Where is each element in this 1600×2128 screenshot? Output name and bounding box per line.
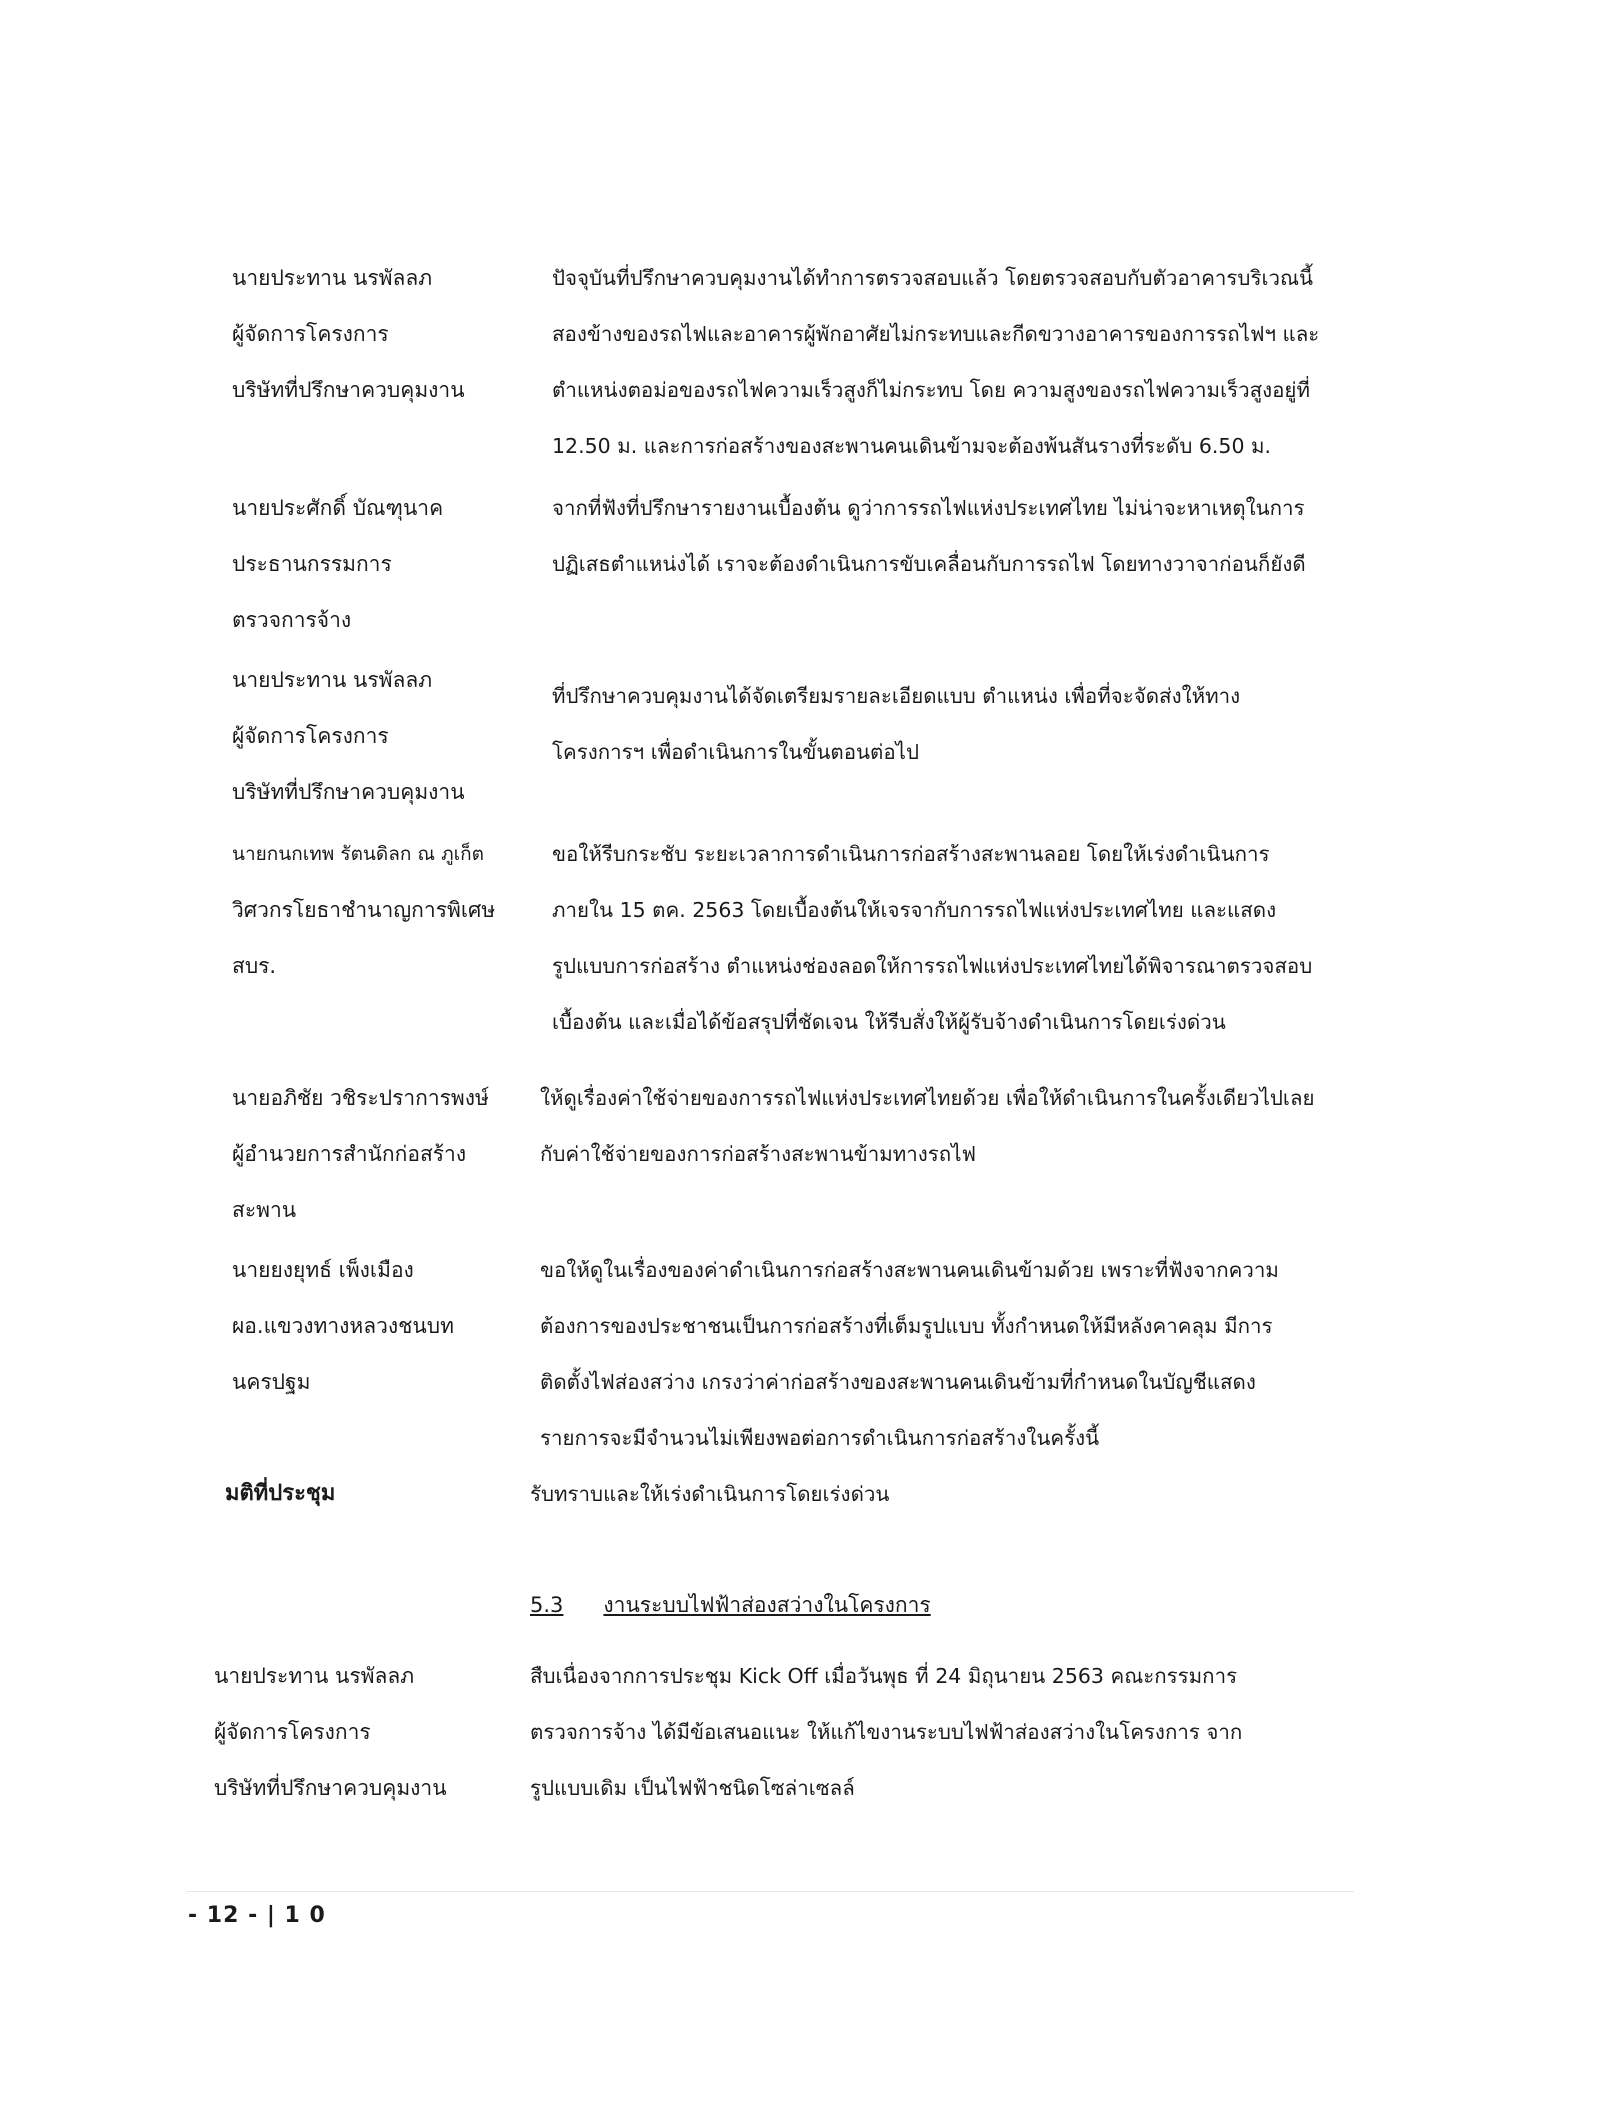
speaker-name: นายอภิชัย วชิระปราการพงษ์ [232, 1086, 489, 1110]
statement-line: ตรวจการจ้าง ได้มีข้อเสนอแนะ ให้แก้ไขงานระบบไฟฟ้าส่องสว่างในโครงการ จาก [530, 1720, 1243, 1744]
speaker-name: นายประทาน นรพัลลภ [214, 1664, 415, 1688]
speaker-position: ผอ.แขวงทางหลวงชนบท [232, 1314, 454, 1338]
section-number: 5.3 [530, 1593, 564, 1617]
statement-line: ขอให้ดูในเรื่องของค่าดำเนินการก่อสร้างสะพานคนเดินข้ามด้วย เพราะที่ฟังจากความ [540, 1258, 1279, 1282]
statement-line: โครงการฯ เพื่อดำเนินการในขั้นตอนต่อไป [552, 740, 919, 764]
speaker-statement [552, 480, 1392, 592]
speaker-organization: บริษัทที่ปรึกษาควบคุมงาน [214, 1776, 447, 1800]
speaker-name: นายยงยุทธ์ เพ็งเมือง [232, 1258, 414, 1282]
statement-line: ให้ดูเรื่องค่าใช้จ่ายของการรถไฟแห่งประเทศไทยด้วย เพื่อให้ดำเนินการในครั้งเดียวไปเลย [540, 1086, 1315, 1110]
speaker-organization: นครปฐม [232, 1370, 311, 1394]
speaker-info [232, 1070, 522, 1238]
speaker-organization: สบร. [232, 954, 277, 978]
statement-line: สองข้างของรถไฟและอาคารผู้พักอาศัยไม่กระทบและกีดขวางอาคารของการรถไฟฯ และ [552, 322, 1320, 346]
speaker-name: นายประศักดิ์ บัณฑุนาค [232, 496, 444, 520]
speaker-organization: ตรวจการจ้าง [232, 608, 352, 632]
speaker-statement [552, 826, 1392, 1050]
page-number: - 12 - | 1 0 [188, 1903, 326, 1928]
speaker-statement [530, 1648, 1370, 1816]
statement-line: เบื้องต้น และเมื่อได้ข้อสรุปที่ชัดเจน ให้รีบสั่งให้ผู้รับจ้างดำเนินการโดยเร่งด่วน [552, 1010, 1226, 1034]
section-title: งานระบบไฟฟ้าส่องสว่างในโครงการ [603, 1593, 931, 1617]
speaker-statement [540, 1242, 1380, 1466]
speaker-name: นายประทาน นรพัลลภ [232, 266, 433, 290]
speaker-position: ผู้จัดการโครงการ [214, 1720, 371, 1744]
resolution-text: รับทราบและให้เร่งดำเนินการโดยเร่งด่วน [530, 1482, 890, 1506]
statement-line: ต้องการของประชาชนเป็นการก่อสร้างที่เต็มรูปแบบ ทั้งกำหนดให้มีหลังคาคลุม มีการ [540, 1314, 1273, 1338]
speaker-position: วิศวกรโยธาชำนาญการพิเศษ [232, 898, 496, 922]
speaker-organization: บริษัทที่ปรึกษาควบคุมงาน [232, 780, 465, 804]
speaker-info [232, 250, 522, 418]
statement-line: รายการจะมีจำนวนไม่เพียงพอต่อการดำเนินการก่อสร้างในครั้งนี้ [540, 1426, 1100, 1450]
statement-line: ตำแหน่งตอม่อของรถไฟความเร็วสูงก็ไม่กระทบ โดย ความสูงของรถไฟความเร็วสูงอยู่ที่ [552, 378, 1310, 402]
speaker-position: ผู้จัดการโครงการ [232, 724, 389, 748]
statement-line: ที่ปรึกษาควบคุมงานได้จัดเตรียมรายละเอียดแบบ ตำแหน่ง เพื่อที่จะจัดส่งให้ทาง [552, 684, 1241, 708]
speaker-info [232, 480, 522, 648]
statement-line: ภายใน 15 ตค. 2563 โดยเบื้องต้นให้เจรจากับการรถไฟแห่งประเทศไทย และแสดง [552, 898, 1277, 922]
speaker-statement [552, 668, 1392, 780]
speaker-organization: สะพาน [232, 1198, 297, 1222]
statement-line: ปฏิเสธตำแหน่งได้ เราจะต้องดำเนินการขับเคลื่อนกับการรถไฟ โดยทางวาจาก่อนก็ยังดี [552, 552, 1306, 576]
speaker-organization: บริษัทที่ปรึกษาควบคุมงาน [232, 378, 465, 402]
statement-line: 12.50 ม. และการก่อสร้างของสะพานคนเดินข้ามจะต้องพ้นสันรางที่ระดับ 6.50 ม. [552, 434, 1272, 458]
speaker-statement [540, 1070, 1380, 1182]
statement-line: ปัจจุบันที่ปรึกษาควบคุมงานได้ทำการตรวจสอบแล้ว โดยตรวจสอบกับตัวอาคารบริเวณนี้ [552, 266, 1314, 290]
section-heading [530, 1589, 931, 1622]
speaker-position: ประธานกรรมการ [232, 552, 392, 576]
speaker-statement [552, 250, 1392, 474]
statement-line: รูปแบบเดิม เป็นไฟฟ้าชนิดโซล่าเซลล์ [530, 1776, 855, 1800]
statement-line: ติดตั้งไฟส่องสว่าง เกรงว่าค่าก่อสร้างของสะพานคนเดินข้ามที่กำหนดในบัญชีแสดง [540, 1370, 1256, 1394]
speaker-info [232, 1242, 522, 1410]
statement-line: รูปแบบการก่อสร้าง ตำแหน่งช่องลอดให้การรถไฟแห่งประเทศไทยได้พิจารณาตรวจสอบ [552, 954, 1313, 978]
statement-line: กับค่าใช้จ่ายของการก่อสร้างสะพานข้ามทางรถไฟ [540, 1142, 977, 1166]
speaker-info [232, 826, 522, 994]
statement-line: จากที่ฟังที่ปรึกษารายงานเบื้องต้น ดูว่าการรถไฟแห่งประเทศไทย ไม่น่าจะหาเหตุในการ [552, 496, 1305, 520]
statement-line: ขอให้รีบกระชับ ระยะเวลาการดำเนินการก่อสร้างสะพานลอย โดยให้เร่งดำเนินการ [552, 842, 1270, 866]
resolution-label: มติที่ประชุม [225, 1481, 336, 1506]
speaker-info [232, 652, 522, 820]
speaker-name: นายประทาน นรพัลลภ [232, 668, 433, 692]
statement-line: สืบเนื่องจากการประชุม Kick Off เมื่อวันพุธ ที่ 24 มิถุนายน 2563 คณะกรรมการ [530, 1664, 1238, 1688]
speaker-info [214, 1648, 504, 1816]
speaker-position: ผู้อำนวยการสำนักก่อสร้าง [232, 1142, 467, 1166]
speaker-position: ผู้จัดการโครงการ [232, 322, 389, 346]
speaker-name: นายกนกเทพ รัตนดิลก ณ ภูเก็ต [232, 843, 484, 865]
footer-divider [186, 1891, 1354, 1892]
